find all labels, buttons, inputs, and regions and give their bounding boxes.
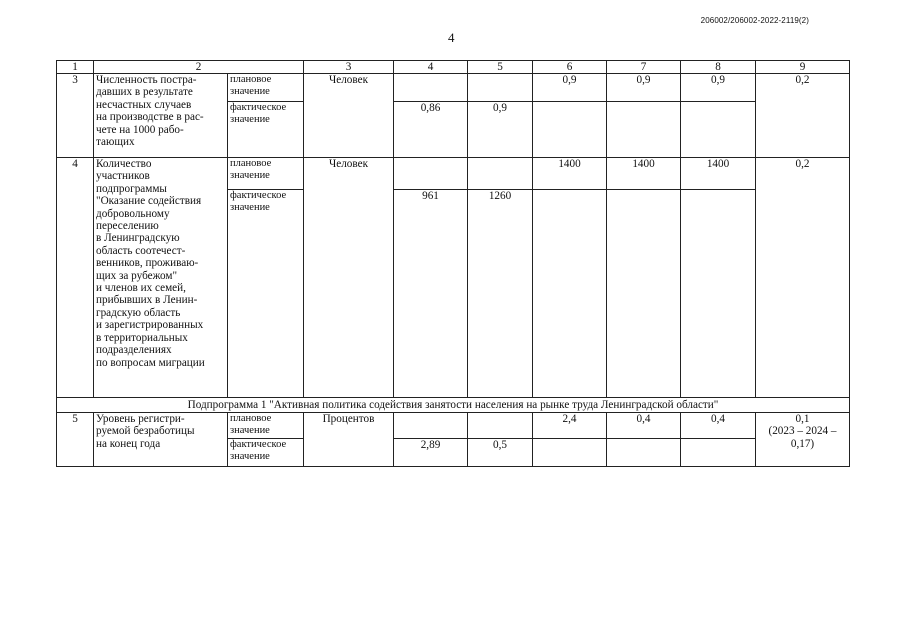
fact-label: фактическое значение xyxy=(228,190,304,398)
fact-label: фактическое значение xyxy=(228,439,304,467)
fact-c7 xyxy=(607,190,681,398)
row-number: 3 xyxy=(57,74,94,158)
target-2024: 0,2 xyxy=(756,74,850,158)
page-number: 4 xyxy=(448,30,455,45)
fact-c8 xyxy=(681,102,756,158)
plan-c4 xyxy=(394,413,468,439)
fact-c5: 0,5 xyxy=(468,439,533,467)
plan-c6: 2,4 xyxy=(533,413,607,439)
plan-c7: 0,9 xyxy=(607,74,681,102)
plan-c4 xyxy=(394,158,468,190)
col-header-8: 8 xyxy=(681,61,756,74)
plan-c7: 0,4 xyxy=(607,413,681,439)
fact-c4: 2,89 xyxy=(394,439,468,467)
target-2024: 0,1 (2023 – 2024 – 0,17) xyxy=(756,413,850,467)
fact-c5: 0,9 xyxy=(468,102,533,158)
fact-c4: 961 xyxy=(394,190,468,398)
table-row xyxy=(57,74,850,102)
plan-label: плановое значение xyxy=(228,413,304,439)
fact-c6 xyxy=(533,102,607,158)
col-header-4: 4 xyxy=(394,61,468,74)
fact-c7 xyxy=(607,102,681,158)
row-number: 5 xyxy=(57,413,94,467)
indicator-name: Численность постра- давших в результате несчастных случаев на производстве в рас- чете на 1000 рабо- тающих xyxy=(94,74,228,158)
indicator-name: Количество участников подпрограммы "Оказание содействия добровольному переселению в Ленинградскую область соотечест- венников, проживаю- щих за рубежом" и членов их семей, прибывших в Ленин- градскую область и зарегистрированных в территориальных подразделениях по вопросам миграции xyxy=(94,158,228,398)
col-header-9: 9 xyxy=(756,61,850,74)
fact-c8 xyxy=(681,190,756,398)
target-2024: 0,2 xyxy=(756,158,850,398)
fact-c7 xyxy=(607,439,681,467)
indicator-name: Уровень регистри- руемой безработицы на конец года xyxy=(94,413,228,467)
plan-c7: 1400 xyxy=(607,158,681,190)
header-row xyxy=(57,61,850,74)
fact-c6 xyxy=(533,190,607,398)
col-header-5: 5 xyxy=(468,61,533,74)
plan-c5 xyxy=(468,413,533,439)
plan-label: плановое значение xyxy=(228,158,304,190)
plan-c6: 1400 xyxy=(533,158,607,190)
col-header-3: 3 xyxy=(304,61,394,74)
fact-label: фактическое значение xyxy=(228,102,304,158)
unit-cell: Человек xyxy=(304,74,394,158)
fact-c8 xyxy=(681,439,756,467)
row-number: 4 xyxy=(57,158,94,398)
fact-c5: 1260 xyxy=(468,190,533,398)
plan-c5 xyxy=(468,158,533,190)
plan-c4 xyxy=(394,74,468,102)
fact-c4: 0,86 xyxy=(394,102,468,158)
table-row xyxy=(57,158,850,190)
col-header-6: 6 xyxy=(533,61,607,74)
plan-c6: 0,9 xyxy=(533,74,607,102)
unit-cell: Человек xyxy=(304,158,394,398)
plan-c8: 0,4 xyxy=(681,413,756,439)
subprogram-row xyxy=(57,398,850,413)
col-header-7: 7 xyxy=(607,61,681,74)
plan-label: плановое значение xyxy=(228,74,304,102)
plan-c8: 1400 xyxy=(681,158,756,190)
plan-c8: 0,9 xyxy=(681,74,756,102)
table-row xyxy=(57,413,850,439)
unit-cell: Процентов xyxy=(304,413,394,467)
col-header-1: 1 xyxy=(57,61,94,74)
subprogram-title: Подпрограмма 1 "Активная политика содействия занятости населения на рынке труда Ленинградской области" xyxy=(57,398,850,413)
plan-c5 xyxy=(468,74,533,102)
indicators-table xyxy=(56,60,850,467)
document-id: 206002/206002-2022-2119(2) xyxy=(700,16,809,25)
col-header-2: 2 xyxy=(94,61,304,74)
fact-c6 xyxy=(533,439,607,467)
